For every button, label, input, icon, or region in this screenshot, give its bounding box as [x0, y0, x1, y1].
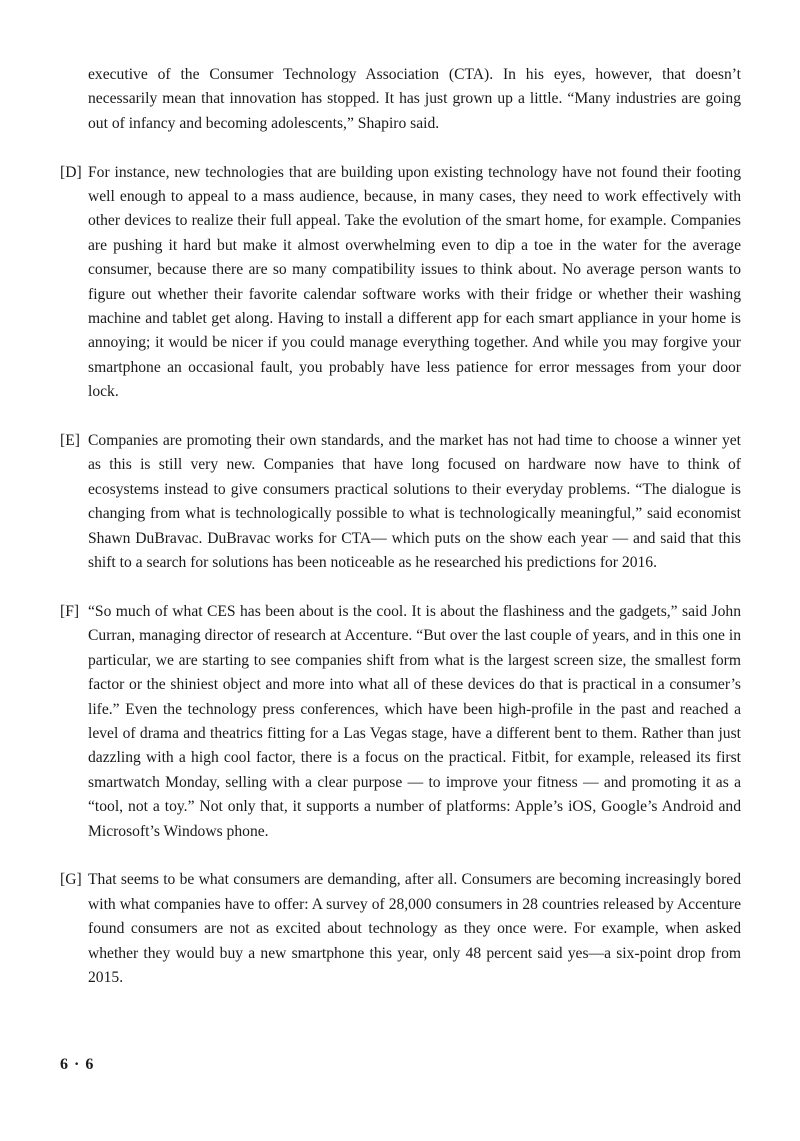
paragraph-label: [D] [60, 163, 82, 181]
paragraph-text: That seems to be what consumers are demanding, after all. Consumers are becoming increasingly bored with what companies have to offer: A survey of 28,000 consumers in 28 countries released by Accenture found consumers are not as excited about technology as they once were. For example, when asked whether they would buy a new smartphone this year, only 48 percent said yes—a six-point drop from 2015. [88, 871, 741, 986]
paragraph-text: Companies are promoting their own standards, and the market has not had time to choose a winner yet as this is still very new. Companies that have long focused on hardware now have to think of ecosystems instead to give consumers practical solutions to their everyday problems. “The dialogue is changing from what is technologically possible to what is technologically meaningful,” said economist Shawn DuBravac. DuBravac works for CTA— which puts on the show each year — and said that this shift to a search for solutions has been noticeable as he researched his predictions for 2016. [88, 432, 741, 572]
paragraph-label: [G] [60, 871, 82, 889]
paragraph-text: “So much of what CES has been about is the cool. It is about the flashiness and the gadgets,” said John Curran, managing director of research at Accenture. “But over the last couple of years, and in this one in particular, we are starting to see companies shift from what is the largest screen size, the smallest form factor or the shiniest object and more into what all of these devices do that is practical in a consumer’s life.” Even the technology press conferences, which have been high-profile in the past and reached a level of drama and theatrics fitting for a Las Vegas stage, have a different bent to them. Rather than just dazzling with a high cool factor, there is a focus on the practical. Fitbit, for example, released its first smartwatch Monday, selling with a clear purpose — to improve your fitness — and promoting it as a “tool, not a toy.” Not only that, it supports a number of platforms: Apple’s iOS, Google’s Android and Microsoft’s Windows phone. [88, 602, 741, 840]
paragraph-d [60, 161, 741, 405]
paragraph-text: For instance, new technologies that are building upon existing technology have not found their footing well enough to appeal to a mass audience, because, in many cases, they need to work effectively with other devices to realize their full appeal. Take the evolution of the smart home, for example. Companies are pushing it hard but make it almost overwhelming even to dip a toe in the water for the average consumer, because there are so many compatibility issues to think about. No average person wants to figure out whether their favorite calendar software works with their fridge or whether their washing machine and tablet get along. Having to install a different app for each smart appliance in your home is annoying; it would be nicer if you could manage everything together. And while you may forgive your smartphone an occasional fault, you probably have less patience for error messages from your door lock. [88, 163, 741, 401]
document-body [60, 63, 741, 1015]
paragraph-f [60, 600, 741, 844]
paragraph-g [60, 868, 741, 990]
paragraph-continuation: executive of the Consumer Technology Association (CTA). In his eyes, however, that doesn’t necessarily mean that innovation has stopped. It has just grown up a little. “Many industries are going out of infancy and becoming adolescents,” Shapiro said. [88, 66, 741, 132]
paragraph-label: [F] [60, 602, 80, 620]
page-number: 6 · 6 [60, 1056, 95, 1073]
paragraph-e [60, 429, 741, 575]
paragraph-label: [E] [60, 432, 80, 450]
